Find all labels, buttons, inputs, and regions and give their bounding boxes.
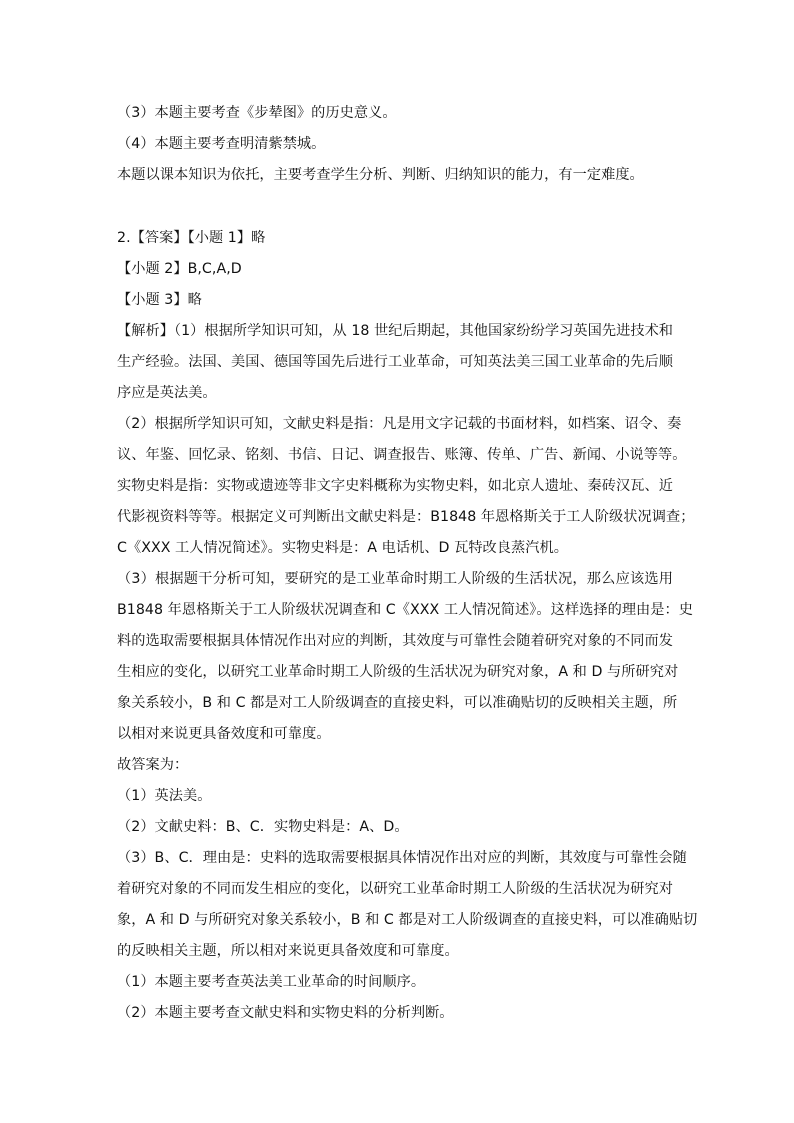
text-line: 本题以课本知识为依托，主要考查学生分析、判断、归纳知识的能力，有一定难度。 (117, 167, 644, 183)
text-line: B1848 年恩格斯关于工人阶级状况调查和 C《XXX 工人情况简述》。这样选择的理由是：史 (117, 602, 694, 618)
text-line: （2）文献史料：B、C．实物史料是：A、D。 (117, 819, 409, 835)
text-line: 议、年鉴、回忆录、铭刻、书信、日记、调查报告、账簿、传单、广告、新闻、小说等等。 (117, 447, 687, 463)
text-line: 故答案为： (117, 757, 189, 773)
text-line: 料的选取需要根据具体情况作出对应的判断，其效度与可靠性会随着研究对象的不同而发 (117, 633, 673, 649)
text-line: （1）英法美。 (117, 788, 212, 804)
text-line: 的反映相关主题，所以相对来说更具备效度和可靠度。 (117, 943, 459, 959)
text-line: （4）本题主要考查明清紫禁城。 (117, 136, 326, 152)
text-line: 序应是英法美。 (117, 385, 217, 401)
text-line: 【解析】（1）根据所学知识可知，从 18 世纪后期起，其他国家纷纷学习英国先进技术和 (117, 323, 674, 339)
text-line: 实物史料是指：实物或遗迹等非文字史料概称为实物史料，如北京人遗址、秦砖汉瓦、近 (117, 478, 673, 494)
text-line: （3）B、C．理由是：史料的选取需要根据具体情况作出对应的判断，其效度与可靠性会随 (117, 850, 687, 866)
text-line: 生相应的变化，以研究工业革命时期工人阶级的生活状况为研究对象，A 和 D 与所研究对 (117, 664, 679, 680)
text-line: 以相对来说更具备效度和可靠度。 (117, 726, 331, 742)
text-line: （3）本题主要考查《步辇图》的历史意义。 (117, 105, 397, 121)
answer-heading: 2.【答案】【小题 1】略 (117, 230, 266, 246)
text-line: 【小题 2】B,C,A,D (117, 261, 242, 277)
text-line: 【小题 3】略 (117, 292, 202, 308)
text-line: 生产经验。法国、美国、德国等国先后进行工业革命，可知英法美三国工业革命的先后顺 (117, 354, 673, 370)
text-line: （3）根据题干分析可知，要研究的是工业革命时期工人阶级的生活状况，那么应该选用 (117, 571, 673, 587)
text-line: 代影视资料等等。根据定义可判断出文献史料是：B1848 年恩格斯关于工人阶级状况调查； (117, 509, 695, 525)
text-line: （2）本题主要考查文献史料和实物史料的分析判断。 (117, 1005, 454, 1021)
text-line: 象，A 和 D 与所研究对象关系较小，B 和 C 都是对工人阶级调查的直接史料，可以准确贴切 (117, 912, 698, 928)
text-line: （2）根据所学知识可知，文献史料是指：凡是用文字记载的书面材料，如档案、诏令、奏 (117, 416, 682, 432)
text-line: C《XXX 工人情况简述》。实物史料是：A 电话机、D 瓦特改良蒸汽机。 (117, 540, 568, 556)
text-line: （1）本题主要考查英法美工业革命的时间顺序。 (117, 974, 426, 990)
text-line: 象关系较小，B 和 C 都是对工人阶级调查的直接史料，可以准确贴切的反映相关主题，所 (117, 695, 678, 711)
text-line: 着研究对象的不同而发生相应的变化，以研究工业革命时期工人阶级的生活状况为研究对 (117, 881, 673, 897)
